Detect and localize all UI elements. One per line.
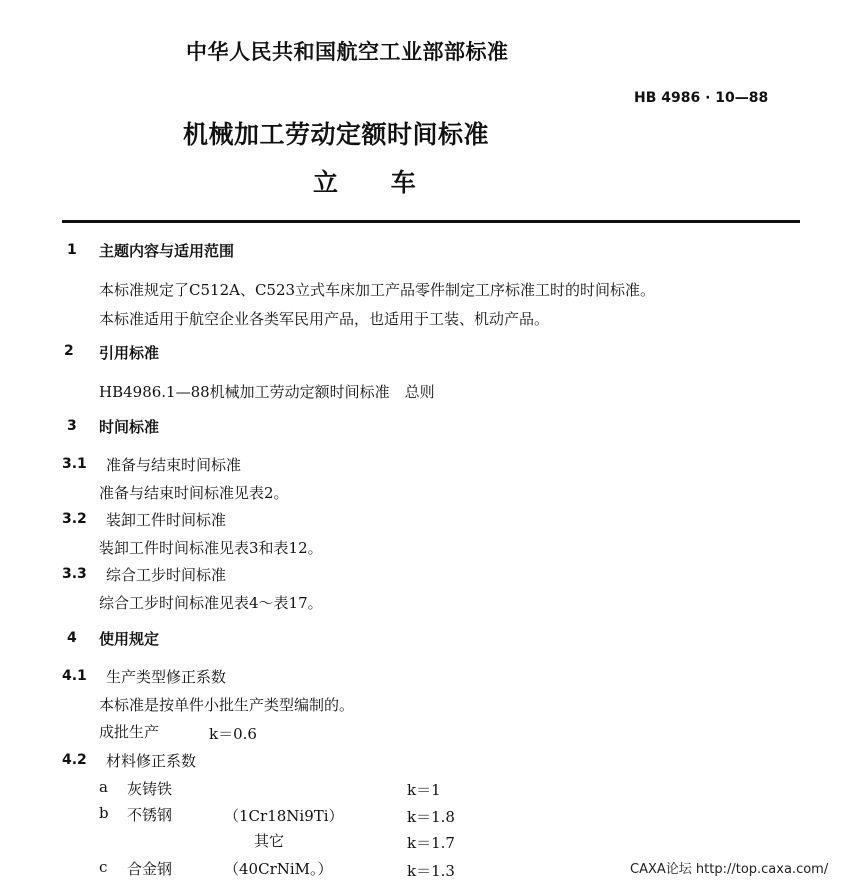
section-1-text-1: 本标准规定了C512A、C523立式车床加工产品零件制定工序标准工时的时间标准。	[99, 281, 656, 299]
section-3-1-number: 3.1	[62, 456, 87, 472]
section-2-text-1: HB4986.1—88机械加工劳动定额时间标准 总则	[99, 383, 435, 401]
section-4-2-title: 材料修正系数	[106, 752, 197, 770]
material-c-grade: （40CrNiM。）	[224, 860, 333, 878]
material-a-name: 灰铸铁	[127, 780, 173, 798]
section-3-2-title: 装卸工件时间标准	[106, 511, 227, 529]
organization-heading: 中华人民共和国航空工业部部标准	[186, 40, 509, 64]
material-a-letter: a	[99, 778, 108, 796]
document-title: 机械加工劳动定额时间标准	[183, 120, 490, 149]
material-b-letter: b	[99, 804, 109, 822]
section-3-3-number: 3.3	[62, 566, 87, 582]
batch-production-coefficient: k＝0.6	[209, 725, 257, 743]
material-b-grade: （1Cr18Ni9Ti）	[224, 807, 344, 825]
standard-code: HB 4986 · 10—88	[634, 90, 769, 106]
section-4-1-number: 4.1	[62, 668, 87, 684]
material-other-grade: 其它	[254, 832, 285, 850]
section-4-title: 使用规定	[99, 630, 160, 648]
section-3-3-title: 综合工步时间标准	[106, 566, 227, 584]
forum-watermark: CAXA论坛 http://top.caxa.com/	[630, 862, 829, 877]
section-4-1-title: 生产类型修正系数	[106, 668, 227, 686]
section-1-number: 1	[67, 242, 77, 258]
section-1-title: 主题内容与适用范围	[99, 242, 235, 260]
section-3-1-text: 准备与结束时间标准见表2。	[99, 484, 289, 502]
document-subtitle: 立 车	[313, 168, 438, 197]
section-3-number: 3	[67, 418, 77, 434]
material-other-coefficient: k＝1.7	[407, 834, 455, 852]
material-a-coefficient: k＝1	[407, 781, 441, 799]
material-c-name: 合金钢	[127, 860, 173, 878]
batch-production-label: 成批生产	[99, 723, 160, 741]
section-4-number: 4	[67, 630, 77, 646]
section-4-1-text: 本标准是按单件小批生产类型编制的。	[99, 696, 355, 714]
material-c-coefficient: k＝1.3	[407, 862, 455, 880]
section-2-number: 2	[64, 343, 74, 359]
section-2-title: 引用标准	[99, 344, 160, 362]
section-1-text-2: 本标准适用于航空企业各类军民用产品，也适用于工装、机动产品。	[99, 310, 550, 328]
section-3-2-text: 装卸工件时间标准见表3和表12。	[99, 539, 323, 557]
section-3-1-title: 准备与结束时间标准	[106, 456, 242, 474]
section-3-3-text: 综合工步时间标准见表4～表17。	[99, 594, 323, 612]
section-3-title: 时间标准	[99, 418, 160, 436]
title-divider	[62, 220, 800, 223]
material-b-name: 不锈钢	[127, 806, 173, 824]
material-b-coefficient: k＝1.8	[407, 808, 455, 826]
material-c-letter: c	[99, 858, 108, 876]
section-4-2-number: 4.2	[62, 752, 87, 768]
section-3-2-number: 3.2	[62, 511, 87, 527]
